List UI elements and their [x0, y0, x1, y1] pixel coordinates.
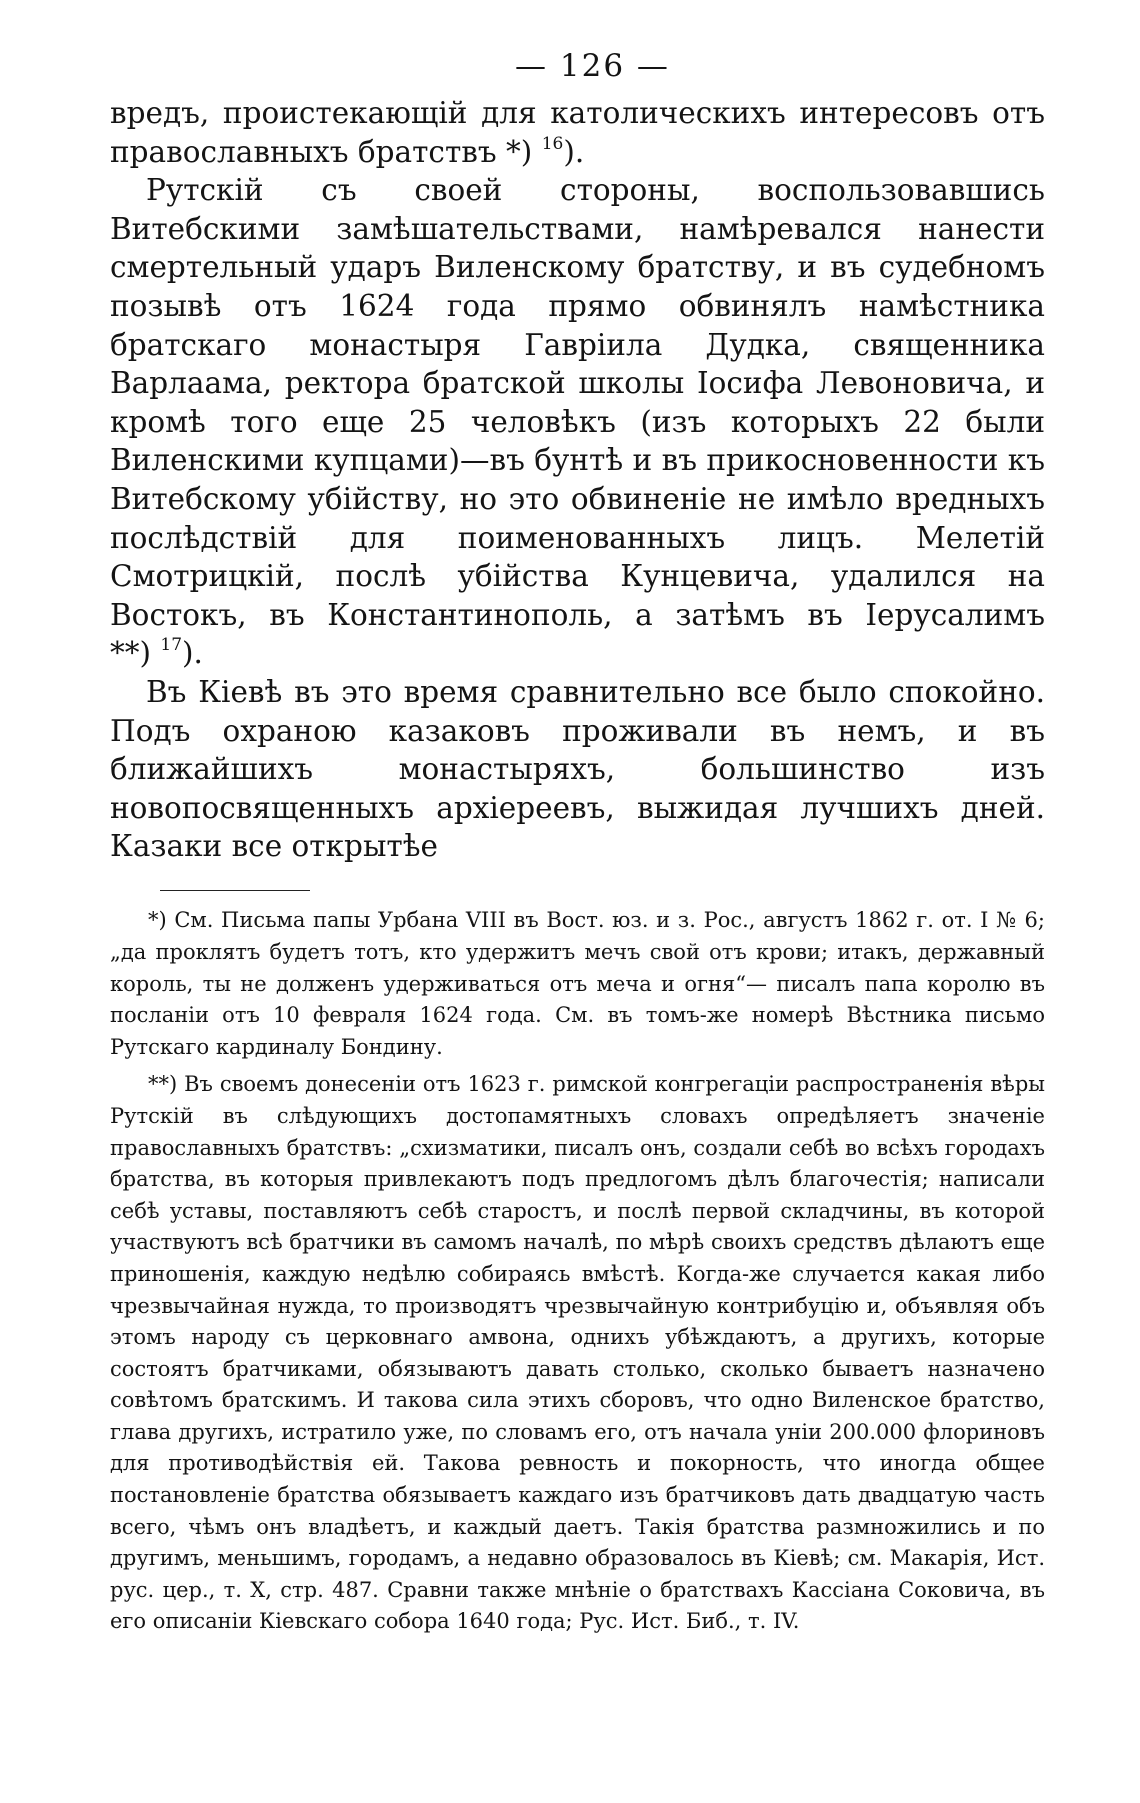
footnote-marker-1-sign: *)	[506, 134, 533, 169]
footnotes	[110, 905, 1045, 1638]
book-page	[110, 48, 1045, 1638]
paragraph-1-text: вредъ, проистекающій для католическихъ интересовъ отъ православныхъ братствъ	[110, 96, 1045, 169]
footnote-marker-1	[506, 135, 584, 169]
footnote-marker-2-sign: **)	[110, 636, 152, 671]
paragraph-2	[110, 171, 1045, 673]
footnote-1-marker: *)	[148, 908, 167, 933]
paragraph-2-end: ).	[182, 636, 203, 671]
footnote-1	[110, 905, 1045, 1063]
paragraph-1-end: ).	[563, 134, 585, 169]
footnote-marker-2	[110, 636, 203, 670]
footnote-divider	[160, 890, 310, 892]
footnote-2-marker: **)	[148, 1072, 178, 1097]
main-text	[110, 94, 1045, 866]
footnote-1-text: См. Письма папы Урбана VIII въ Вост. юз. и з. Рос., августъ 1862 г. от. I № 6; „да проклятъ будетъ тотъ, кто удержитъ мечъ свой отъ крови; итакъ, державный король, ты не долженъ удерживаться отъ меча и огня“— писалъ папа королю въ посланіи отъ 10 февраля 1624 года. См. въ томъ-же номерѣ Вѣстника письмо Рутскаго кардиналу Бондину.	[110, 908, 1045, 1059]
paragraph-3: Въ Кіевѣ въ это время сравнительно все было спокойно. Подъ охраною казаковъ проживали въ немъ, и въ ближайшихъ монастыряхъ, большинство изъ новопосвященныхъ архіереевъ, выжидая лучшихъ дней. Казаки все открытѣе	[110, 674, 1045, 864]
reference-17: 17	[160, 635, 183, 656]
footnote-2-text: Въ своемъ донесеніи отъ 1623 г. римской конгрегаціи распространенія вѣры Рутскій въ слѣдующихъ достопамятныхъ словахъ опредѣляетъ значеніе православныхъ братствъ: „схизматики, писалъ онъ, создали себѣ во всѣхъ городахъ братства, въ которыя привлекаютъ подъ предлогомъ дѣлъ благочестія; написали себѣ уставы, поставляютъ себѣ старостъ, и послѣ первой складчины, въ которой участвуютъ всѣ братчики въ самомъ началѣ, по мѣрѣ своихъ средствъ дѣлаютъ еще приношенія, каждую недѣлю собираясь вмѣстѣ. Когда-же случается какая либо чрезвычайная нужда, то производятъ чрезвычайную контрибуцію и, объявляя объ этомъ народу съ церковнаго амвона, однихъ убѣждаютъ, а другихъ, которые состоятъ братчиками, обязываютъ давать столько, сколько бываетъ назначено совѣтомъ братскимъ. И такова сила этихъ сборовъ, что одно Виленское братство, глава другихъ, истратило уже, по словамъ его, отъ начала уніи 200.000 флориновъ для противодѣйствія ей. Такова ревность и покорность, что иногда общее постановленіе братства обязываетъ каждаго изъ братчиковъ дать двадцатую часть всего, чѣмъ онъ владѣетъ, и каждый даетъ. Такія братства размножились и по другимъ, меньшимъ, городамъ, а недавно образовалось въ Кіевѣ; см. Макарія, Ист. рус. цер., т. X, стр. 487. Сравни также мнѣніе о братствахъ Кассіана Соковича, въ его описаніи Кіевскаго собора 1640 года; Рус. Ист. Биб., т. IV.	[110, 1072, 1045, 1634]
paragraph-1	[110, 94, 1045, 171]
reference-16: 16	[541, 133, 564, 154]
footnote-2	[110, 1069, 1045, 1638]
page-number: — 126 —	[515, 48, 670, 84]
paragraph-2-text: Рутскій съ своей стороны, воспользовавшись Витебскими замѣшательствами, намѣревался нанести смертельный ударъ Виленскому братству, и въ судебномъ позывѣ отъ 1624 года прямо обвинялъ намѣстника братскаго монастыря Гавріила Дудка, священника Варлаама, ректора братской школы Іосифа Левоновича, и кромѣ того еще 25 человѣкъ (изъ которыхъ 22 были Виленскими купцами)—въ бунтѣ и въ прикосновенности къ Витебскому убійству, но это обвиненіе не имѣло вредныхъ послѣдствій для поименованныхъ лицъ. Мелетій Смотрицкій, послѣ убійства Кунцевича, удалился на Востокъ, въ Константинополь, а затѣмъ въ Іерусалимъ	[110, 173, 1045, 632]
